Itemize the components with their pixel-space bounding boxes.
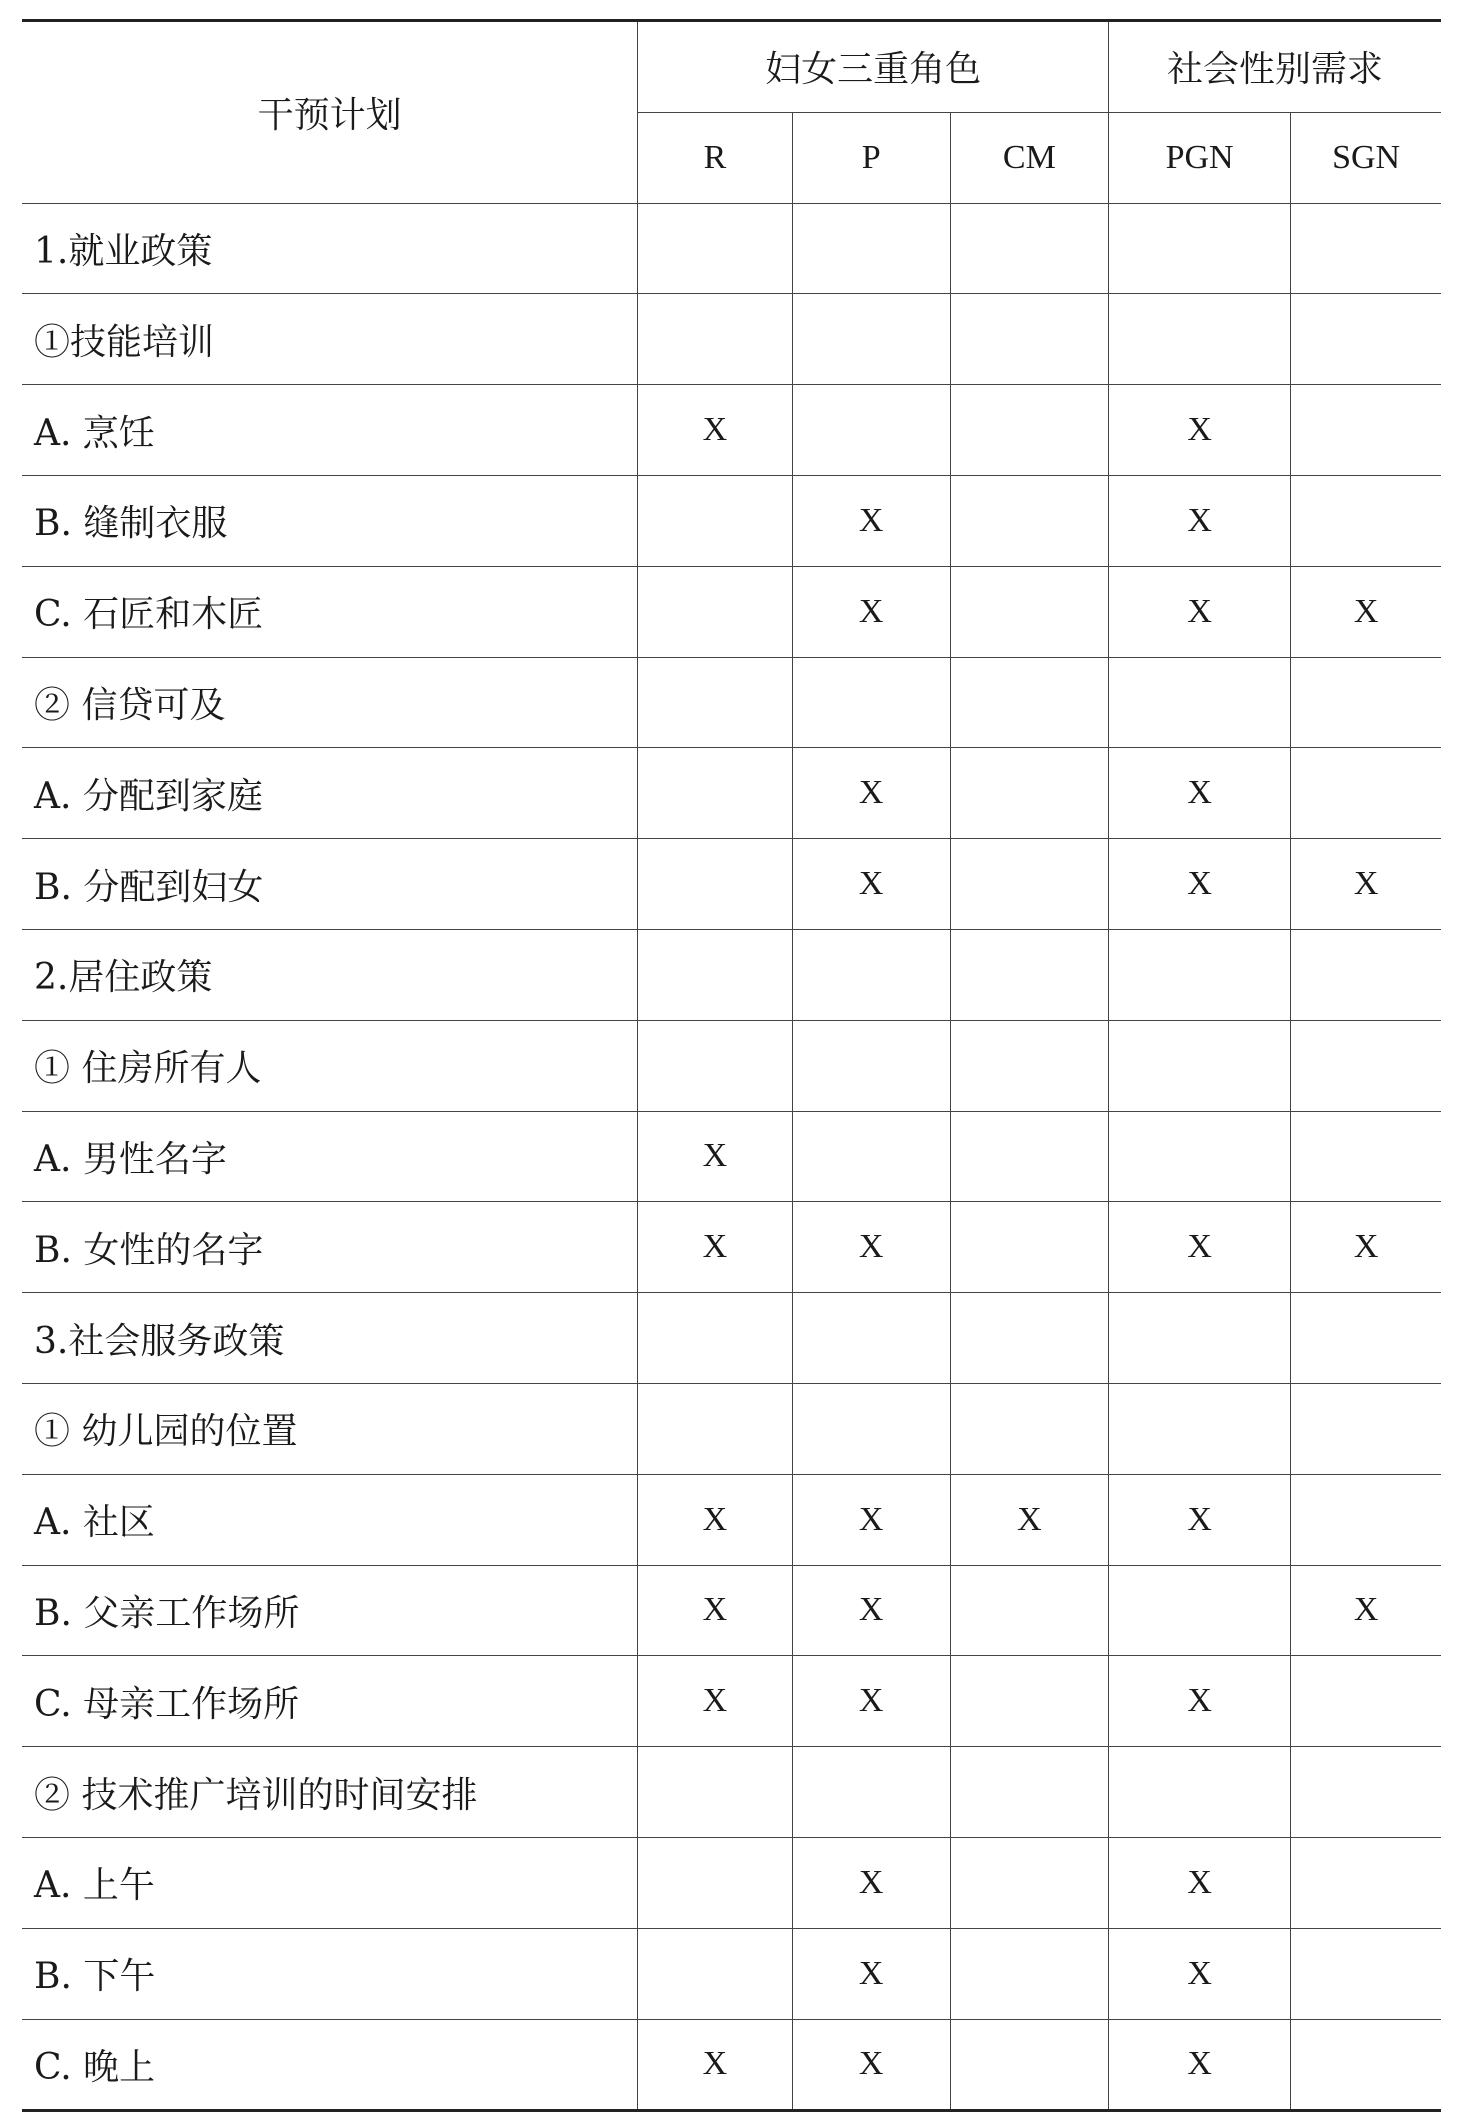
row-label: A. 分配到家庭 xyxy=(22,748,638,839)
column-header-sgn: SGN xyxy=(1291,112,1441,203)
table-row xyxy=(22,1020,1441,1111)
table-row xyxy=(22,1474,1441,1565)
row-label: ① 住房所有人 xyxy=(22,1020,638,1111)
mark-cell-r xyxy=(638,657,792,748)
mark-cell-cm xyxy=(950,839,1108,930)
mark-cell-r xyxy=(638,1928,792,2019)
mark-cell-r xyxy=(638,475,792,566)
mark-cell-pgn: X xyxy=(1108,2019,1290,2111)
table-row xyxy=(22,929,1441,1020)
table-row xyxy=(22,203,1441,294)
mark-cell-cm xyxy=(950,1565,1108,1656)
table-row xyxy=(22,566,1441,657)
mark-cell-pgn: X xyxy=(1108,475,1290,566)
row-label: A. 烹饪 xyxy=(22,385,638,476)
mark-cell-sgn xyxy=(1291,475,1441,566)
mark-cell-r xyxy=(638,1383,792,1474)
mark-cell-r: X xyxy=(638,385,792,476)
mark-cell-pgn: X xyxy=(1108,385,1290,476)
mark-cell-cm xyxy=(950,1111,1108,1202)
needs-group-header: 社会性别需求 xyxy=(1108,21,1441,113)
mark-cell-sgn xyxy=(1291,1474,1441,1565)
mark-cell-p: X xyxy=(792,1565,950,1656)
table-row xyxy=(22,1111,1441,1202)
header-group-row xyxy=(22,21,1441,113)
row-label: C. 石匠和木匠 xyxy=(22,566,638,657)
mark-cell-p xyxy=(792,1293,950,1384)
mark-cell-sgn xyxy=(1291,1383,1441,1474)
row-label: A. 男性名字 xyxy=(22,1111,638,1202)
row-label: ② 技术推广培训的时间安排 xyxy=(22,1747,638,1838)
mark-cell-cm xyxy=(950,929,1108,1020)
mark-cell-p: X xyxy=(792,1656,950,1747)
mark-cell-cm xyxy=(950,566,1108,657)
mark-cell-cm xyxy=(950,1202,1108,1293)
mark-cell-r xyxy=(638,203,792,294)
column-header-r: R xyxy=(638,112,792,203)
row-label: 3.社会服务政策 xyxy=(22,1293,638,1384)
mark-cell-cm xyxy=(950,1383,1108,1474)
mark-cell-r xyxy=(638,839,792,930)
mark-cell-pgn xyxy=(1108,1020,1290,1111)
mark-cell-r: X xyxy=(638,1202,792,1293)
row-label: B. 下午 xyxy=(22,1928,638,2019)
mark-cell-cm xyxy=(950,1020,1108,1111)
mark-cell-pgn: X xyxy=(1108,1202,1290,1293)
row-label: ① 幼儿园的位置 xyxy=(22,1383,638,1474)
mark-cell-sgn xyxy=(1291,1747,1441,1838)
mark-cell-pgn xyxy=(1108,1293,1290,1384)
mark-cell-p xyxy=(792,1020,950,1111)
mark-cell-r: X xyxy=(638,1565,792,1656)
mark-cell-p: X xyxy=(792,1837,950,1928)
row-label: A. 上午 xyxy=(22,1837,638,1928)
table-row xyxy=(22,748,1441,839)
mark-cell-cm xyxy=(950,1293,1108,1384)
mark-cell-p xyxy=(792,203,950,294)
mark-cell-sgn xyxy=(1291,929,1441,1020)
mark-cell-r xyxy=(638,1747,792,1838)
mark-cell-sgn xyxy=(1291,385,1441,476)
mark-cell-sgn xyxy=(1291,2019,1441,2111)
mark-cell-sgn xyxy=(1291,1111,1441,1202)
table-row xyxy=(22,1656,1441,1747)
mark-cell-p: X xyxy=(792,1928,950,2019)
mark-cell-pgn: X xyxy=(1108,1928,1290,2019)
mark-cell-sgn: X xyxy=(1291,566,1441,657)
mark-cell-sgn: X xyxy=(1291,1565,1441,1656)
mark-cell-sgn xyxy=(1291,294,1441,385)
plan-column-header: 干预计划 xyxy=(257,94,402,136)
table-row xyxy=(22,1383,1441,1474)
mark-cell-sgn xyxy=(1291,1837,1441,1928)
mark-cell-p xyxy=(792,929,950,1020)
row-label: 2.居住政策 xyxy=(22,929,638,1020)
mark-cell-p: X xyxy=(792,566,950,657)
mark-cell-pgn xyxy=(1108,657,1290,748)
mark-cell-cm xyxy=(950,294,1108,385)
mark-cell-pgn: X xyxy=(1108,1837,1290,1928)
mark-cell-r xyxy=(638,1293,792,1384)
mark-cell-pgn xyxy=(1108,1111,1290,1202)
mark-cell-sgn xyxy=(1291,748,1441,839)
mark-cell-r xyxy=(638,1020,792,1111)
mark-cell-cm xyxy=(950,1656,1108,1747)
mark-cell-pgn: X xyxy=(1108,839,1290,930)
table-row xyxy=(22,1747,1441,1838)
table-body xyxy=(22,203,1441,2111)
mark-cell-p xyxy=(792,657,950,748)
mark-cell-cm xyxy=(950,1928,1108,2019)
row-label: A. 社区 xyxy=(22,1474,638,1565)
mark-cell-p: X xyxy=(792,2019,950,2111)
mark-cell-cm xyxy=(950,748,1108,839)
table-row xyxy=(22,657,1441,748)
mark-cell-r xyxy=(638,294,792,385)
mark-cell-p xyxy=(792,1383,950,1474)
mark-cell-sgn xyxy=(1291,657,1441,748)
mark-cell-r xyxy=(638,1837,792,1928)
mark-cell-sgn xyxy=(1291,1293,1441,1384)
mark-cell-sgn xyxy=(1291,203,1441,294)
mark-cell-pgn: X xyxy=(1108,1656,1290,1747)
row-label: B. 缝制衣服 xyxy=(22,475,638,566)
roles-group-header: 妇女三重角色 xyxy=(638,21,1109,113)
mark-cell-cm xyxy=(950,2019,1108,2111)
mark-cell-r: X xyxy=(638,2019,792,2111)
gender-planning-table xyxy=(22,19,1441,2112)
mark-cell-pgn xyxy=(1108,929,1290,1020)
mark-cell-r xyxy=(638,929,792,1020)
row-label: B. 父亲工作场所 xyxy=(22,1565,638,1656)
row-label: C. 母亲工作场所 xyxy=(22,1656,638,1747)
mark-cell-p: X xyxy=(792,748,950,839)
column-header-cm: CM xyxy=(950,112,1108,203)
mark-cell-pgn xyxy=(1108,294,1290,385)
mark-cell-r: X xyxy=(638,1656,792,1747)
table-row xyxy=(22,294,1441,385)
row-label: B. 分配到妇女 xyxy=(22,839,638,930)
row-label: ①技能培训 xyxy=(22,294,638,385)
mark-cell-sgn xyxy=(1291,1020,1441,1111)
mark-cell-cm xyxy=(950,1837,1108,1928)
mark-cell-pgn: X xyxy=(1108,748,1290,839)
mark-cell-pgn xyxy=(1108,1383,1290,1474)
mark-cell-pgn: X xyxy=(1108,566,1290,657)
mark-cell-p xyxy=(792,385,950,476)
mark-cell-pgn xyxy=(1108,1747,1290,1838)
row-label: C. 晚上 xyxy=(22,2019,638,2111)
mark-cell-sgn: X xyxy=(1291,839,1441,930)
mark-cell-cm xyxy=(950,1747,1108,1838)
table-row xyxy=(22,475,1441,566)
column-header-p: P xyxy=(792,112,950,203)
mark-cell-cm: X xyxy=(950,1474,1108,1565)
mark-cell-cm xyxy=(950,385,1108,476)
table-row xyxy=(22,2019,1441,2111)
mark-cell-p xyxy=(792,1747,950,1838)
mark-cell-p: X xyxy=(792,1202,950,1293)
mark-cell-r: X xyxy=(638,1474,792,1565)
column-header-pgn: PGN xyxy=(1108,112,1290,203)
mark-cell-p: X xyxy=(792,475,950,566)
mark-cell-sgn xyxy=(1291,1928,1441,2019)
row-label: ② 信贷可及 xyxy=(22,657,638,748)
table-row xyxy=(22,1565,1441,1656)
mark-cell-cm xyxy=(950,475,1108,566)
mark-cell-cm xyxy=(950,657,1108,748)
mark-cell-sgn: X xyxy=(1291,1202,1441,1293)
mark-cell-cm xyxy=(950,203,1108,294)
table-row xyxy=(22,839,1441,930)
mark-cell-pgn xyxy=(1108,1565,1290,1656)
table-row xyxy=(22,1202,1441,1293)
table-row xyxy=(22,385,1441,476)
mark-cell-r xyxy=(638,566,792,657)
mark-cell-p xyxy=(792,294,950,385)
mark-cell-p: X xyxy=(792,1474,950,1565)
table-row xyxy=(22,1928,1441,2019)
row-label: B. 女性的名字 xyxy=(22,1202,638,1293)
mark-cell-r xyxy=(638,748,792,839)
mark-cell-sgn xyxy=(1291,1656,1441,1747)
mark-cell-pgn xyxy=(1108,203,1290,294)
mark-cell-p xyxy=(792,1111,950,1202)
row-label: 1.就业政策 xyxy=(22,203,638,294)
mark-cell-pgn: X xyxy=(1108,1474,1290,1565)
gender-planning-table-container xyxy=(22,19,1441,2112)
mark-cell-r: X xyxy=(638,1111,792,1202)
table-row xyxy=(22,1293,1441,1384)
mark-cell-p: X xyxy=(792,839,950,930)
table-row xyxy=(22,1837,1441,1928)
